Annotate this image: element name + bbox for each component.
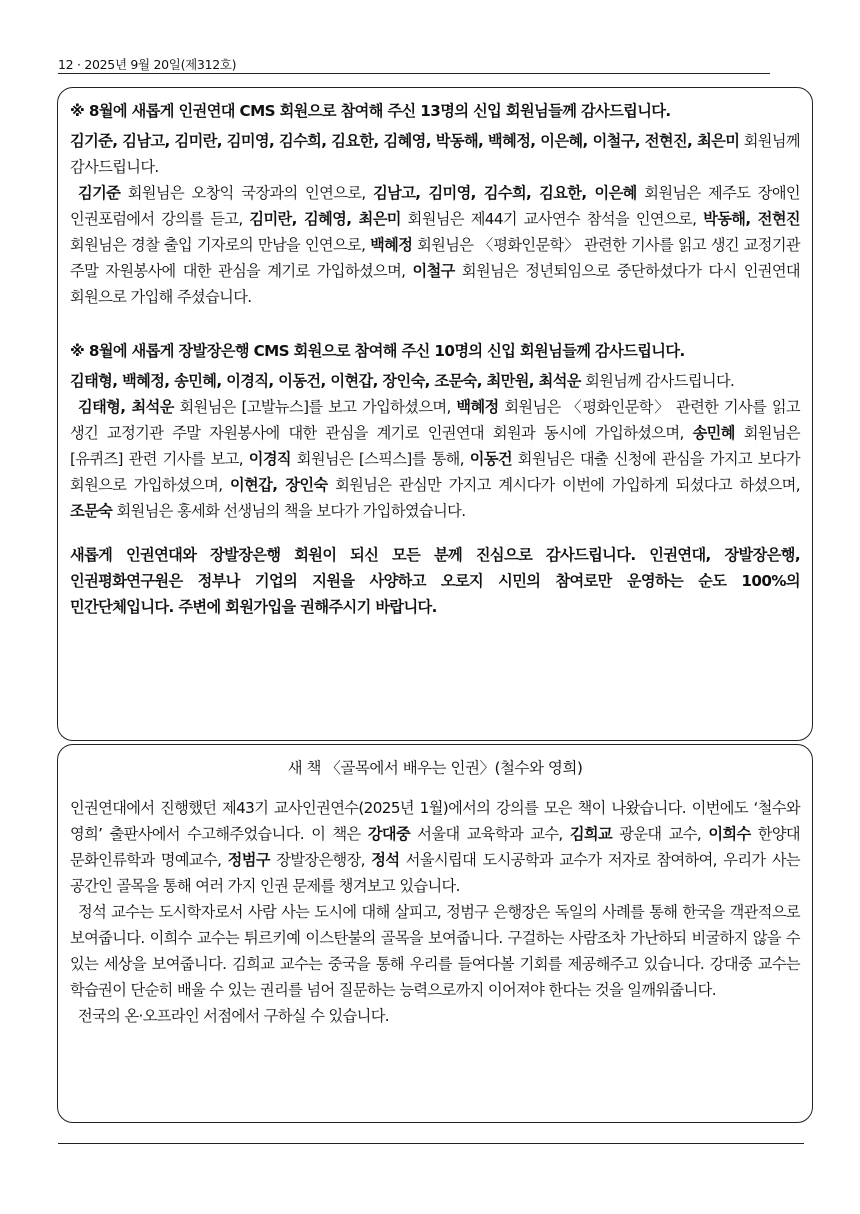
bold-name: 정범구 — [227, 851, 270, 869]
text-run: 회원님은 〈평화인문학〉 관련한 기사를 읽고 생긴 교정기관 주말 자원봉사에 대한 관심을 계기로 인권연대 회원과 동시에 가입하셨으며, — [70, 398, 800, 442]
closing-paragraph: 새롭게 인권연대와 장발장은행 회원이 되신 모든 분께 진심으로 감사드립니다. 인권연대, 장발장은행, 인권평화연구원은 정부나 기업의 지원을 사양하고 오로지 시민의 참여로만 운영하는 순도 100%의 민간단체입니다. 주변에 회원가입을 권해주시기 바랍니다. — [70, 546, 800, 616]
section1-names-tail: 회원님께 감사드립니다. — [70, 132, 800, 176]
bold-name: 김희교 — [569, 825, 613, 843]
book-summary-paragraph: 정석 교수는 도시학자로서 사람 사는 도시에 대해 살피고, 정범구 은행장은 독일의 사례를 통해 한국을 객관적으로 보여줍니다. 이희수 교수는 튀르키예 이스탄불의 골목을 보여줍니다. 구걸하는 사람조차 가난하되 비굴하지 않을 수 있는 세상을 보여줍니다. 김희교 교수는 중국을 통해 우리를 들여다볼 기회를 제공해주고 있습니다. 강대중 교수는 학습권이 단순히 배울 수 있는 권리를 넘어 질문하는 능력으로까지 이어져야 한다는 것을 일깨워줍니다. — [70, 903, 800, 999]
bold-name: 정석 — [371, 851, 400, 869]
text-run: 회원님은 제44기 교사연수 참석을 인연으로, — [400, 210, 704, 228]
bold-name: 김미란, 김혜영, 최은미 — [249, 210, 401, 228]
text-run: 회원님은 [유퀴즈] 관련 기사를 보고, — [70, 424, 800, 468]
text-run: 한양대 문화인류학과 명예교수, — [70, 825, 800, 869]
text-run: 서울대 교육학과 교수, — [410, 825, 570, 843]
section1-names: 김기준, 김남고, 김미란, 김미영, 김수희, 김요한, 김혜영, 박동해, 백혜정, 이은혜, 이철구, 전현진, 최은미 — [70, 132, 740, 150]
text-run: 회원님은 대출 신청에 관심을 가지고 보다가 회원으로 가입하셨으며, — [70, 450, 800, 494]
book-title: 새 책 〈골목에서 배우는 인권〉(철수와 영희) — [287, 759, 583, 777]
section2-names-paragraph — [70, 368, 800, 394]
text-run: 서울시립대 도시공학과 교수가 저자로 참여하여, 우리가 사는 공간인 골목을 통해 여러 가지 인권 문제를 챙겨보고 있습니다. — [70, 851, 800, 895]
section2-names-tail: 회원님께 감사드립니다. — [580, 372, 735, 390]
text-run: 회원님은 오창익 국장과의 인연으로, — [120, 184, 374, 202]
bold-name: 송민혜 — [692, 424, 735, 442]
new-book-box — [57, 744, 813, 1123]
text-run: 장발장은행장, — [269, 851, 372, 869]
section1-details — [70, 180, 800, 310]
bold-name: 조문숙 — [70, 502, 113, 520]
bold-name: 이현갑, 장인숙 — [229, 476, 328, 494]
text-run: 회원님은 홍세화 선생님의 책을 보다가 가입하였습니다. — [112, 502, 466, 520]
text-run: 인권연대에서 진행했던 제43기 교사인권연수(2025년 1월)에서의 강의를 모은 책이 나왔습니다. 이번에도 ‘철수와 영희’ 출판사에서 수고해주었습니다. 이 책은 — [70, 799, 800, 843]
book-availability: 전국의 온·오프라인 서점에서 구하실 수 있습니다. — [78, 1007, 390, 1025]
text-run: 회원님은 정년퇴임으로 중단하셨다가 다시 인권연대 회원으로 가입해 주셨습니다. — [70, 262, 800, 306]
page-header — [58, 55, 770, 74]
section2-title: ※ 8월에 새롭게 장발장은행 CMS 회원으로 참여해 주신 10명의 신입 회원님들께 감사드립니다. — [70, 342, 685, 360]
new-members-box — [57, 87, 813, 741]
page-header-text: 12 · 2025년 9월 20일(제312호) — [58, 57, 237, 72]
section2-names: 김태형, 백혜정, 송민혜, 이경직, 이동건, 이현갑, 장인숙, 조문숙, 최만원, 최석운 — [70, 372, 581, 390]
text-run: 회원님은 경찰 출입 기자로의 만남을 인연으로, — [70, 236, 371, 254]
bold-name: 박동해, 전현진 — [703, 210, 800, 228]
bold-name: 강대중 — [367, 825, 411, 843]
text-run: 회원님은 제주도 장애인 인권포럼에서 강의를 듣고, — [70, 184, 800, 228]
bold-name: 백혜정 — [370, 236, 413, 254]
text-run: 광운대 교수, — [612, 825, 709, 843]
text-run: 회원님은 관심만 가지고 계시다가 이번에 가입하게 되셨다고 하셨으며, — [327, 476, 800, 494]
section2-details — [70, 394, 800, 524]
text-run: 회원님은 [스픽스]를 통해, — [290, 450, 470, 468]
footer-rule — [58, 1143, 804, 1144]
text-run: 회원님은 〈평화인문학〉 관련한 기사를 읽고 생긴 교정기관 주말 자원봉사에 대한 관심을 계기로 가입하셨으며, — [70, 236, 800, 280]
section1-title: ※ 8월에 새롭게 인권연대 CMS 회원으로 참여해 주신 13명의 신입 회원님들께 감사드립니다. — [70, 102, 671, 120]
bold-name: 김태형, 최석운 — [78, 398, 174, 416]
bold-name: 백혜정 — [456, 398, 499, 416]
bold-name: 김기준 — [78, 184, 121, 202]
bold-name: 이희수 — [708, 825, 751, 843]
section1-names-paragraph — [70, 128, 800, 180]
bold-name: 이철구 — [412, 262, 455, 280]
book-intro-paragraph — [70, 795, 800, 899]
bold-name: 이동건 — [469, 450, 512, 468]
text-run: 회원님은 [고발뉴스]를 보고 가입하셨으며, — [173, 398, 457, 416]
bold-name: 이경직 — [248, 450, 291, 468]
bold-name: 김남고, 김미영, 김수희, 김요한, 이은혜 — [373, 184, 637, 202]
